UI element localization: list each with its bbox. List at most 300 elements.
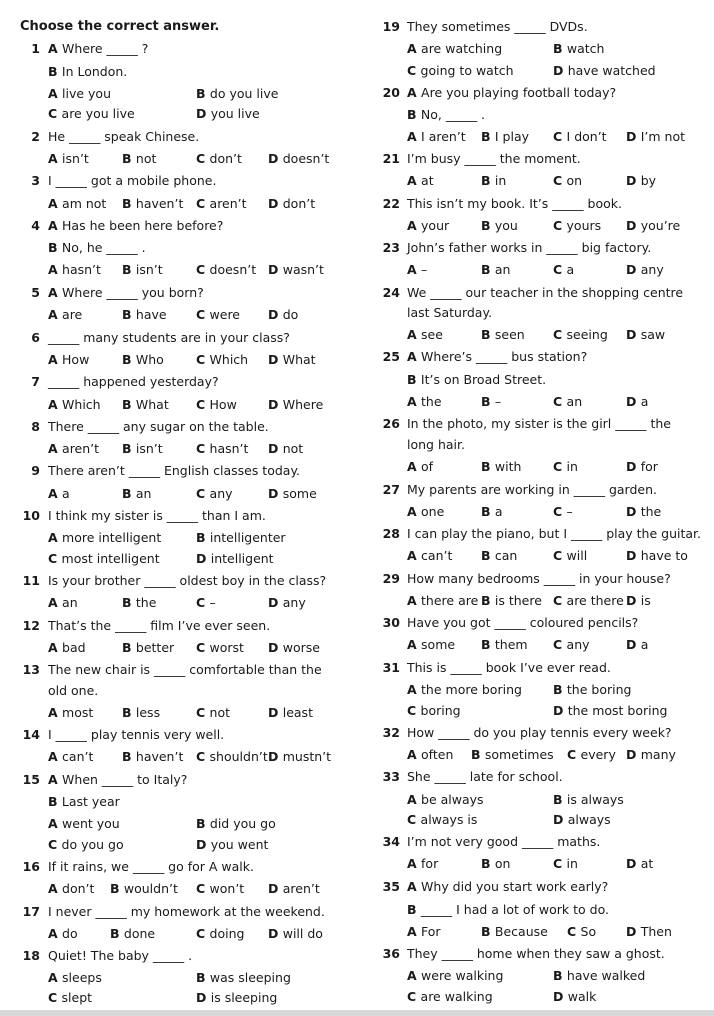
answer-option-b[interactable] (553, 682, 631, 698)
question-number: 12 (22, 618, 40, 633)
answer-option-d[interactable] (268, 441, 303, 457)
option-letter: C (196, 595, 210, 610)
option-letter: D (553, 989, 568, 1004)
option-text: a (494, 504, 503, 519)
answer-option-d[interactable] (196, 837, 268, 853)
option-text: in (494, 173, 507, 188)
option-letter: B (122, 262, 136, 277)
answer-option-b[interactable] (481, 218, 518, 234)
answer-option-b[interactable] (196, 816, 276, 832)
answer-option-d[interactable] (626, 173, 656, 189)
option-text: worst (209, 640, 244, 655)
answer-option-d[interactable] (626, 747, 676, 763)
option-text: the more boring (421, 682, 522, 697)
option-letter: C (553, 637, 567, 652)
answer-option-d[interactable] (626, 856, 653, 872)
answer-option-c[interactable] (553, 637, 590, 653)
option-text: have walked (566, 968, 646, 983)
answer-option-a[interactable] (48, 151, 89, 167)
question-number: 10 (22, 508, 40, 523)
answer-option-d[interactable] (553, 989, 596, 1005)
answer-option-a[interactable] (407, 637, 455, 653)
answer-option-d[interactable] (196, 106, 260, 122)
option-letter: D (626, 548, 641, 563)
option-letter: D (626, 218, 641, 233)
answer-option-a[interactable] (48, 307, 82, 323)
option-letter: C (196, 486, 210, 501)
answer-option-b[interactable] (110, 881, 178, 897)
option-text: can’t (62, 749, 94, 764)
option-text: was sleeping (209, 970, 291, 985)
option-letter: C (553, 327, 567, 342)
option-letter: B (481, 262, 495, 277)
speaker-letter: A (48, 218, 63, 233)
option-letter: A (407, 548, 422, 563)
answer-option-d[interactable] (626, 504, 661, 520)
option-letter: A (48, 307, 63, 322)
answer-option-a[interactable] (407, 459, 433, 475)
option-letter: A (48, 881, 63, 896)
option-letter: A (407, 504, 422, 519)
option-letter: A (48, 352, 63, 367)
question-text (407, 902, 609, 918)
option-letter: D (268, 881, 283, 896)
option-text: How (62, 352, 90, 367)
answer-option-a[interactable] (48, 926, 78, 942)
answer-option-b[interactable] (553, 41, 604, 57)
answer-option-b[interactable] (122, 196, 183, 212)
option-letter: C (196, 151, 210, 166)
option-letter: D (268, 749, 283, 764)
answer-option-d[interactable] (196, 990, 277, 1006)
option-letter: C (553, 504, 567, 519)
answer-option-b[interactable] (122, 749, 183, 765)
answer-option-a[interactable] (48, 196, 106, 212)
option-letter: D (626, 747, 641, 762)
option-text: So (580, 924, 597, 939)
option-text: slept (61, 990, 93, 1005)
answer-option-c[interactable] (567, 747, 616, 763)
question-text (407, 372, 546, 388)
option-letter: B (553, 968, 567, 983)
answer-option-c[interactable] (553, 504, 573, 520)
option-text: on (494, 856, 511, 871)
speaker-line: Why did you start work early? (421, 879, 609, 894)
option-letter: B (481, 327, 495, 342)
option-text: don’t (62, 881, 95, 896)
option-letter: B (122, 307, 136, 322)
answer-option-b[interactable] (122, 307, 167, 323)
option-letter: C (196, 881, 210, 896)
option-text: Which (62, 397, 101, 412)
option-text: some (282, 486, 317, 501)
question-number: 9 (31, 463, 40, 478)
answer-option-a[interactable] (407, 394, 442, 410)
answer-option-d[interactable] (268, 705, 313, 721)
answer-option-b[interactable] (481, 173, 506, 189)
answer-option-d[interactable] (626, 327, 665, 343)
answer-option-d[interactable] (268, 749, 331, 765)
answer-option-b[interactable] (553, 968, 645, 984)
option-text: were (209, 307, 240, 322)
question-text: This is _____ book I’ve ever read. (407, 660, 611, 675)
option-letter: A (407, 968, 422, 983)
answer-option-c[interactable] (196, 196, 247, 212)
answer-option-d[interactable] (626, 593, 651, 609)
answer-option-d[interactable] (626, 459, 658, 475)
answer-option-b[interactable] (122, 705, 160, 721)
answer-option-b[interactable] (481, 637, 528, 653)
answer-option-a[interactable] (407, 129, 466, 145)
question-text: I never _____ my homework at the weekend. (48, 904, 325, 919)
option-text: I’m not (640, 129, 686, 144)
option-text: aren’t (282, 881, 320, 896)
question-text: The new chair is _____ comfortable than the (48, 662, 322, 677)
question-text: long hair. (407, 437, 465, 452)
answer-option-b[interactable] (471, 747, 554, 763)
answer-option-d[interactable] (553, 703, 667, 719)
option-text: hasn’t (62, 262, 101, 277)
option-letter: B (481, 459, 495, 474)
speaker-line: Where _____ ? (62, 41, 149, 56)
answer-option-c[interactable] (196, 749, 268, 765)
option-text: intelligenter (209, 530, 286, 545)
option-letter: D (268, 352, 283, 367)
answer-option-b[interactable] (196, 970, 291, 986)
answer-option-a[interactable] (48, 486, 70, 502)
answer-option-b[interactable] (122, 397, 169, 413)
question-number: 14 (22, 727, 40, 742)
option-letter: C (407, 63, 421, 78)
question-text: They _____ home when they saw a ghost. (407, 946, 665, 961)
option-text: walk (567, 989, 597, 1004)
option-text: I don’t (566, 129, 607, 144)
option-letter: D (268, 307, 283, 322)
answer-option-b[interactable] (481, 327, 525, 343)
answer-option-b[interactable] (481, 504, 503, 520)
answer-option-a[interactable] (48, 640, 86, 656)
answer-option-a[interactable] (48, 595, 78, 611)
option-text: have watched (567, 63, 656, 78)
option-text: every (580, 747, 616, 762)
option-letter: B (110, 926, 124, 941)
question-text: My parents are working in _____ garden. (407, 482, 657, 497)
speaker-letter: B (48, 240, 62, 255)
answer-option-a[interactable] (48, 881, 94, 897)
option-letter: B (553, 682, 567, 697)
answer-option-c[interactable] (553, 856, 578, 872)
answer-option-d[interactable] (626, 637, 648, 653)
option-letter: D (626, 856, 641, 871)
answer-option-a[interactable] (48, 816, 120, 832)
option-letter: A (48, 595, 63, 610)
option-text: always is (420, 812, 478, 827)
answer-option-c[interactable] (553, 394, 582, 410)
answer-option-c[interactable] (48, 106, 135, 122)
option-letter: C (196, 926, 210, 941)
option-letter: A (48, 441, 63, 456)
answer-option-b[interactable] (481, 394, 501, 410)
answer-option-d[interactable] (268, 926, 323, 942)
question-text (48, 41, 148, 57)
option-text: hasn’t (209, 441, 249, 456)
option-text: an (135, 486, 152, 501)
answer-option-c[interactable] (196, 881, 244, 897)
answer-option-a[interactable] (48, 530, 161, 546)
answer-option-b[interactable] (122, 640, 174, 656)
option-text: Then (640, 924, 672, 939)
question-text: I’m busy _____ the moment. (407, 151, 581, 166)
answer-option-b[interactable] (122, 352, 164, 368)
answer-option-d[interactable] (268, 151, 329, 167)
answer-option-a[interactable] (407, 747, 453, 763)
answer-option-d[interactable] (553, 812, 611, 828)
answer-option-b[interactable] (481, 459, 521, 475)
question-number: 2 (31, 129, 40, 144)
question-number: 29 (382, 571, 400, 586)
answer-option-a[interactable] (407, 924, 441, 940)
answer-option-b[interactable] (481, 856, 510, 872)
answer-option-a[interactable] (407, 218, 449, 234)
answer-option-b[interactable] (122, 151, 156, 167)
answer-option-a[interactable] (407, 173, 434, 189)
option-text: always (567, 812, 611, 827)
question-number: 34 (382, 834, 400, 849)
answer-option-c[interactable] (48, 837, 124, 853)
option-letter: B (553, 792, 567, 807)
answer-option-a[interactable] (407, 792, 484, 808)
answer-option-a[interactable] (407, 593, 478, 609)
question-text: How many bedrooms _____ in your house? (407, 571, 671, 586)
question-number: 1 (31, 41, 40, 56)
option-text: for (640, 459, 658, 474)
speaker-line: Has he been here before? (62, 218, 224, 233)
answer-option-c[interactable] (553, 173, 582, 189)
option-text: will do (282, 926, 323, 941)
answer-option-b[interactable] (122, 595, 156, 611)
answer-option-d[interactable] (626, 129, 685, 145)
answer-option-b[interactable] (481, 262, 510, 278)
question-text (407, 349, 587, 365)
answer-option-c[interactable] (407, 989, 493, 1005)
option-letter: A (48, 397, 63, 412)
answer-option-a[interactable] (407, 682, 522, 698)
speaker-letter: B (407, 902, 421, 917)
option-letter: B (553, 41, 567, 56)
answer-option-a[interactable] (48, 397, 101, 413)
question-number: 3 (31, 173, 40, 188)
option-text: For (421, 924, 441, 939)
option-letter: A (407, 173, 422, 188)
option-text: wouldn’t (123, 881, 178, 896)
answer-option-d[interactable] (268, 881, 320, 897)
answer-option-d[interactable] (268, 352, 316, 368)
answer-option-c[interactable] (196, 307, 240, 323)
question-number: 18 (22, 948, 40, 963)
answer-option-a[interactable] (407, 968, 503, 984)
answer-option-a[interactable] (48, 86, 111, 102)
option-text: is sleeping (210, 990, 278, 1005)
option-letter: A (407, 262, 422, 277)
option-letter: B (481, 218, 495, 233)
option-letter: D (626, 637, 641, 652)
option-text: doesn’t (282, 151, 330, 166)
option-text: going to watch (420, 63, 514, 78)
option-text: shouldn’t (209, 749, 268, 764)
answer-option-d[interactable] (268, 595, 306, 611)
option-letter: D (626, 394, 641, 409)
answer-option-c[interactable] (407, 63, 514, 79)
option-letter: C (553, 218, 567, 233)
option-text: don’t (209, 151, 242, 166)
option-letter: D (196, 551, 211, 566)
option-letter: A (407, 218, 422, 233)
option-text: live you (62, 86, 112, 101)
answer-option-c[interactable] (407, 703, 461, 719)
answer-option-d[interactable] (268, 262, 324, 278)
question-text (407, 879, 608, 895)
answer-option-b[interactable] (196, 530, 286, 546)
answer-option-a[interactable] (48, 352, 89, 368)
answer-option-b[interactable] (110, 926, 155, 942)
option-text: you went (210, 837, 269, 852)
option-letter: A (407, 747, 422, 762)
answer-option-c[interactable] (407, 812, 477, 828)
answer-option-d[interactable] (626, 394, 648, 410)
answer-option-c[interactable] (196, 441, 248, 457)
question-number: 22 (382, 196, 400, 211)
answer-option-b[interactable] (122, 262, 163, 278)
question-number: 31 (382, 660, 400, 675)
answer-option-c[interactable] (196, 352, 248, 368)
answer-option-d[interactable] (268, 486, 317, 502)
answer-option-b[interactable] (481, 593, 542, 609)
answer-option-d[interactable] (553, 63, 656, 79)
answer-option-d[interactable] (626, 924, 672, 940)
option-letter: D (268, 705, 283, 720)
option-letter: B (481, 394, 495, 409)
answer-option-b[interactable] (122, 441, 163, 457)
option-text: in (566, 856, 578, 871)
answer-option-a[interactable] (407, 262, 427, 278)
option-letter: A (407, 394, 422, 409)
answer-option-a[interactable] (48, 262, 101, 278)
answer-option-b[interactable] (481, 129, 529, 145)
answer-option-b[interactable] (481, 924, 548, 940)
answer-option-a[interactable] (407, 327, 443, 343)
option-letter: C (196, 397, 210, 412)
answer-option-c[interactable] (48, 990, 92, 1006)
option-text: I aren’t (421, 129, 466, 144)
option-letter: B (122, 640, 136, 655)
option-letter: A (407, 924, 422, 939)
answer-option-c[interactable] (196, 926, 244, 942)
answer-option-d[interactable] (268, 397, 323, 413)
answer-option-c[interactable] (196, 262, 256, 278)
option-letter: D (196, 837, 211, 852)
option-letter: D (196, 106, 211, 121)
option-text: your (421, 218, 450, 233)
answer-option-a[interactable] (48, 441, 99, 457)
answer-option-c[interactable] (553, 218, 601, 234)
answer-option-c[interactable] (196, 640, 244, 656)
speaker-line: Where’s _____ bus station? (421, 349, 588, 364)
question-text (407, 85, 616, 101)
speaker-letter: B (48, 794, 62, 809)
option-text: do (62, 926, 78, 941)
option-letter: B (122, 749, 136, 764)
option-text: went you (62, 816, 120, 831)
answer-option-c[interactable] (553, 129, 607, 145)
answer-option-b[interactable] (122, 486, 151, 502)
answer-option-a[interactable] (407, 548, 452, 564)
option-text: have to (640, 548, 688, 563)
option-text: Where (282, 397, 324, 412)
option-text: wasn’t (282, 262, 324, 277)
option-text: How (209, 397, 237, 412)
answer-option-c[interactable] (48, 551, 160, 567)
answer-option-a[interactable] (48, 749, 93, 765)
answer-option-c[interactable] (553, 327, 608, 343)
answer-option-c[interactable] (567, 924, 596, 940)
option-text: – (494, 394, 502, 409)
answer-option-d[interactable] (268, 196, 315, 212)
option-letter: C (567, 747, 581, 762)
option-letter: B (481, 924, 495, 939)
answer-option-a[interactable] (407, 504, 444, 520)
option-text: a (566, 262, 575, 277)
answer-option-c[interactable] (196, 397, 237, 413)
option-letter: D (626, 459, 641, 474)
answer-option-b[interactable] (553, 792, 624, 808)
option-letter: D (196, 990, 211, 1005)
answer-option-b[interactable] (196, 86, 278, 102)
question-number: 7 (31, 374, 40, 389)
answer-option-c[interactable] (553, 593, 624, 609)
option-text: not (135, 151, 157, 166)
answer-option-c[interactable] (196, 151, 242, 167)
option-text: is always (566, 792, 624, 807)
option-text: not (282, 441, 304, 456)
answer-option-d[interactable] (626, 218, 680, 234)
answer-option-c[interactable] (196, 595, 216, 611)
answer-option-a[interactable] (48, 705, 93, 721)
answer-option-d[interactable] (268, 640, 320, 656)
question-text: last Saturday. (407, 305, 493, 320)
answer-option-c[interactable] (553, 548, 587, 564)
option-text: have (135, 307, 167, 322)
option-text: often (421, 747, 454, 762)
option-text: many (640, 747, 676, 762)
answer-option-c[interactable] (553, 459, 578, 475)
option-text: an (566, 394, 583, 409)
answer-option-c[interactable] (553, 262, 574, 278)
answer-option-d[interactable] (626, 262, 664, 278)
answer-option-d[interactable] (196, 551, 274, 567)
option-text: an (494, 262, 511, 277)
option-letter: C (196, 196, 210, 211)
answer-option-a[interactable] (48, 970, 102, 986)
answer-option-d[interactable] (626, 548, 688, 564)
question-number: 21 (382, 151, 400, 166)
answer-option-d[interactable] (268, 307, 298, 323)
answer-option-c[interactable] (196, 705, 230, 721)
answer-option-a[interactable] (407, 856, 438, 872)
answer-option-b[interactable] (481, 548, 517, 564)
option-letter: C (553, 856, 567, 871)
answer-option-c[interactable] (196, 486, 233, 502)
answer-option-a[interactable] (407, 41, 502, 57)
